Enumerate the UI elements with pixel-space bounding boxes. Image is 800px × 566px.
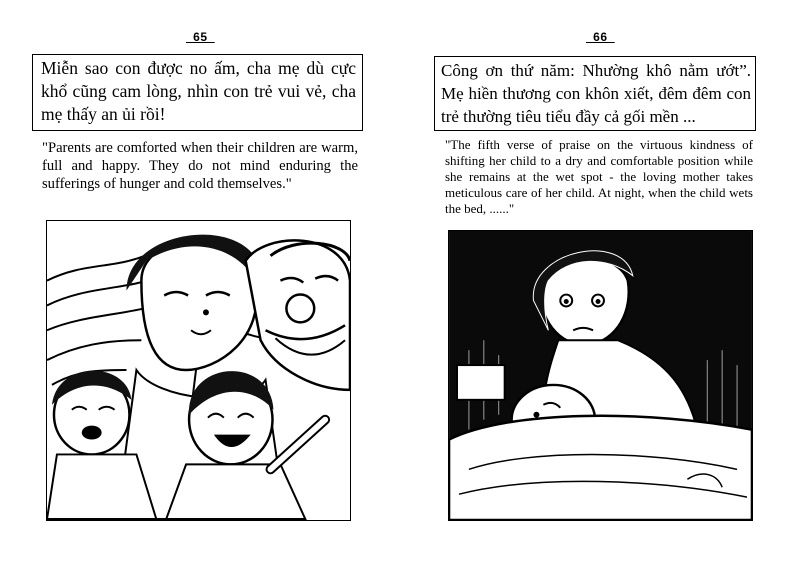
family-drawing [47, 221, 350, 520]
english-caption: "The fifth verse of praise on the virtuous kindness of shifting her child to a dry and comfortable position while she remains at the wet spot - the loving mother takes meticulous care of her child. At night, when the child wets the bed, ......" [445, 137, 753, 216]
page-number: _65_ [186, 30, 215, 44]
vietnamese-caption-box: Miễn sao con được no ấm, cha mẹ dù cực khổ cũng cam lòng, nhìn con trẻ vui vẻ, cha mẹ thấy an ủi rồi! [32, 54, 363, 131]
page-number: _66_ [586, 30, 615, 44]
mother-child-drawing [449, 231, 752, 520]
family-illustration [46, 220, 351, 521]
right-page [400, 0, 800, 566]
vietnamese-caption-box: Công ơn thứ năm: Nhường khô nằm ướt”. Mẹ hiền thương con khôn xiết, đêm đêm con trẻ thường tiêu tiểu đầy cả gối mền ... [434, 56, 756, 131]
mother-child-illustration [448, 230, 753, 521]
english-caption: "Parents are comforted when their children are warm, full and happy. They do not mind enduring the sufferings of hunger and cold themselves." [42, 140, 358, 192]
